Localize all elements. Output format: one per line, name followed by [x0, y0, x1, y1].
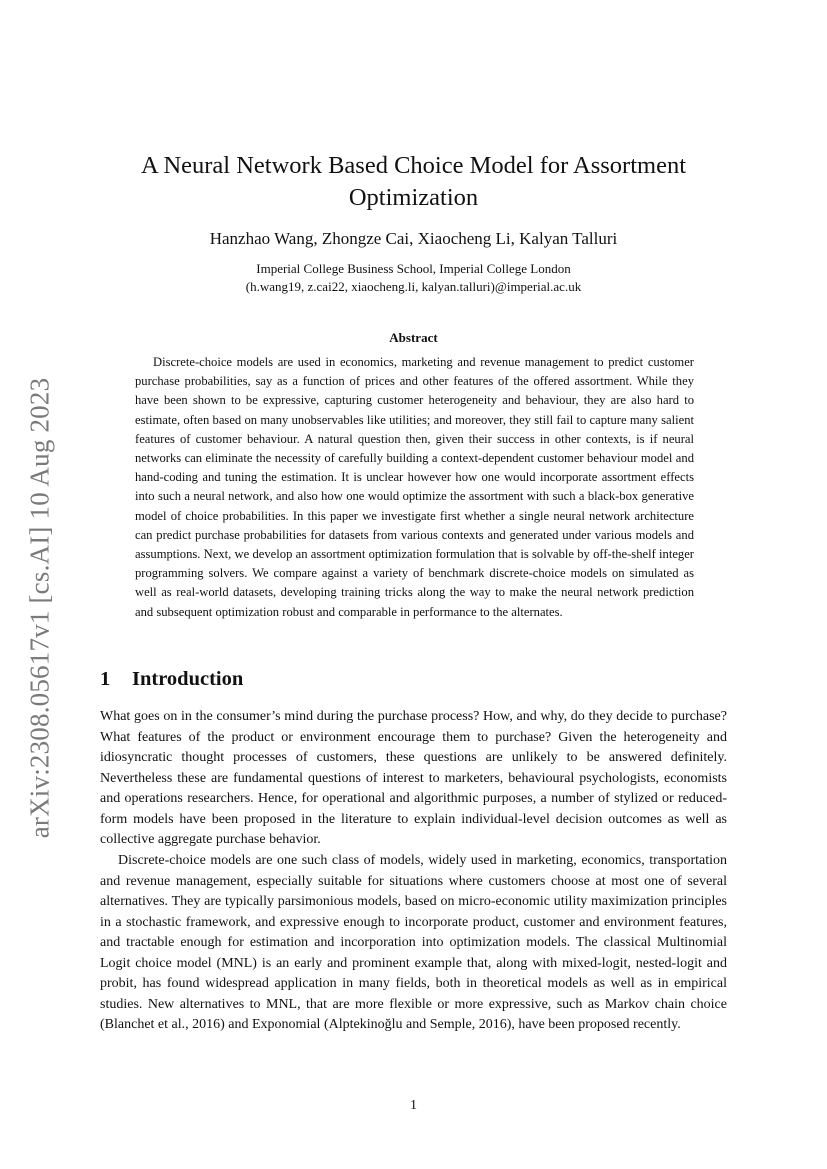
body-paragraph: Discrete-choice models are one such class of models, widely used in marketing, economics, transportation and revenue management, especially suitable for situations where customers choose at most one of several alternatives. They are typically parsimonious models, based on micro-economic utility maximization principles in a stochastic framework, and expressive enough to incorporate product, customer and environment features, and tractable enough for estimation and incorporation into optimization models. The classical Multinomial Logit choice model (MNL) is an early and prominent example that, along with mixed-logit, nested-logit and probit, has found widespread application in many fields, both in theoretical models as well as in empirical studies. New alternatives to MNL, that are more flexible or more expressive, such as Markov chain choice (Blanchet et al., 2016) and Exponomial (Alptekinoğlu and Semple, 2016), have been proposed recently. [100, 853, 727, 1032]
section-heading [100, 666, 243, 692]
paper-title: A Neural Network Based Choice Model for Assortment Optimization [140, 152, 687, 211]
body-paragraph: What goes on in the consumer’s mind during the purchase process? How, and why, do they decide to purchase? What features of the product or environment encourage them to purchase? Given the heterogeneity and idiosyncratic thought processes of customers, these questions are unlikely to be answered definitely. Nevertheless these are fundamental questions of interest to marketers, behavioural psychologists, economists and operations researchers. Hence, for operational and algorithmic purposes, a number of stylized or reduced-form models have been proposed in the literature to explain individual-level decision outcomes as well as collective aggregate purchase behavior. [100, 709, 727, 847]
section-title: Introduction [132, 668, 244, 690]
author-list: Hanzhao Wang, Zhongze Cai, Xiaocheng Li, Kalyan Talluri [209, 229, 618, 248]
abstract-heading: Abstract [389, 330, 438, 345]
section-number: 1 [100, 668, 111, 690]
affiliation-emails: (h.wang19, z.cai22, xiaocheng.li, kalyan.talluri)@imperial.ac.uk [245, 279, 582, 294]
affiliation-block [100, 260, 727, 296]
arxiv-identifier-text: arXiv:2308.05617v1 [cs.AI] 10 Aug 2023 [24, 377, 55, 839]
affiliation-institution: Imperial College Business School, Imperial College London [256, 261, 571, 276]
page-number: 1 [410, 1098, 417, 1113]
abstract-text: Discrete-choice models are used in economics, marketing and revenue management to predict customer purchase probabilities, say as a function of prices and other features of the offered assortment. While they have been shown to be expressive, capturing customer heterogeneity and behaviour, they are also hard to estimate, often based on many unobservables like utilities; and moreover, they still fail to capture many salient features of customer behaviour. A natural question then, given their success in other contexts, is if neural networks can eliminate the necessity of carefully building a context-dependent customer behaviour model and hand-coding and tuning the estimation. It is unclear however how one would incorporate assortment effects into such a neural network, and also how one would optimize the assortment with such a black-box generative model of choice probabilities. In this paper we investigate first whether a single neural network architecture can predict purchase probabilities for datasets from various contexts and generated under various models and assumptions. Next, we develop an assortment optimization formulation that is solvable by off-the-shelf integer programming solvers. We compare against a variety of benchmark discrete-choice models on simulated as well as real-world datasets, developing training tricks along the way to make the neural network prediction and subsequent optimization robust and comparable in performance to the alternates. [135, 355, 694, 619]
